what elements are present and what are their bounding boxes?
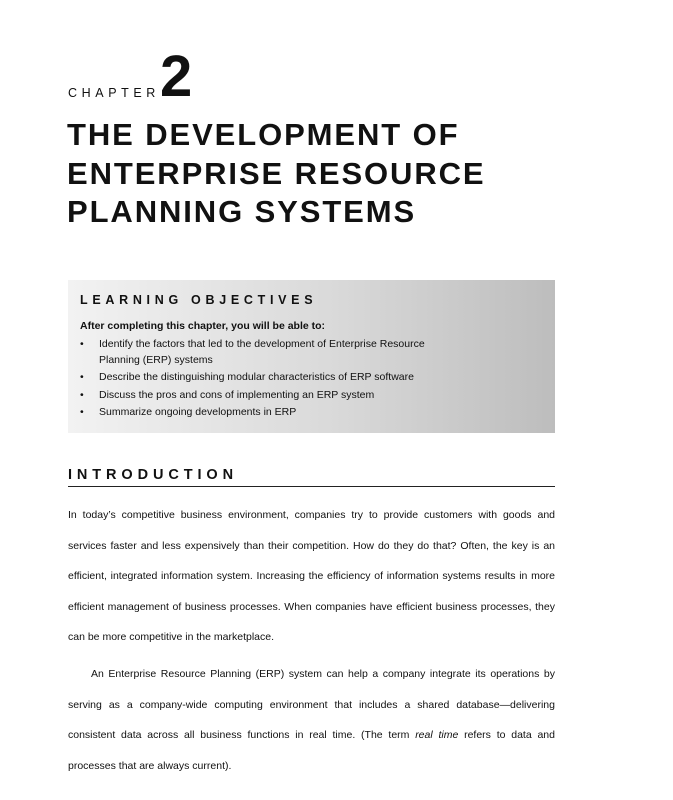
bullet-icon: • [80,338,84,350]
learning-objective-text: Identify the factors that led to the development of Enterprise Resource Planning (ERP) systems [99,338,425,366]
learning-objective-item [80,388,543,404]
introduction-paragraph-2 [68,659,555,781]
paragraph-2-text-start: An Enterprise Resource Planning (ERP) system can help a company integrate its operations by serving as a company-wide computing environment that includes a shared database—delivering consistent data across all business functions in real time. (The term [68,668,555,742]
bullet-icon: • [80,371,84,384]
bullet-icon: • [80,388,84,401]
chapter-title [67,116,486,232]
chapter-title-line-3: PLANNING SYSTEMS [67,194,417,229]
learning-objectives-list [80,337,543,421]
learning-objective-item [80,337,543,368]
chapter-label [68,44,193,109]
learning-objective-text: Discuss the pros and cons of implementing an ERP system [99,388,375,401]
paragraph-2-text-end: refers to data and processes that are always current). [68,729,555,772]
introduction-paragraph-1: In today’s competitive business environment, companies try to provide customers with goods and services faster and less expensively than their competition. How do they do that? Often, the key is an efficient, integrated information system. Increasing the efficiency of information systems results in more efficient management of business processes. When companies have efficient business processes, they can be more competitive in the marketplace. [68,509,555,644]
learning-objectives-box [68,280,555,433]
term-real-time: real time [415,729,459,742]
chapter-title-line-1: THE DEVELOPMENT OF [67,117,460,152]
chapter-number: 2 [159,44,193,109]
introduction-heading: INTRODUCTION [68,466,555,487]
chapter-title-line-2: ENTERPRISE RESOURCE [67,155,486,191]
learning-objectives-heading: LEARNING OBJECTIVES [80,293,318,307]
bullet-icon: • [80,406,84,419]
learning-objectives-intro: After completing this chapter, you will be able to: [80,320,326,332]
learning-objective-text: Summarize ongoing developments in ERP [99,406,297,419]
learning-objective-item [80,370,543,386]
learning-objective-text: Describe the distinguishing modular characteristics of ERP software [99,371,414,384]
chapter-word: CHAPTER [68,86,160,100]
learning-objective-item [80,405,543,421]
